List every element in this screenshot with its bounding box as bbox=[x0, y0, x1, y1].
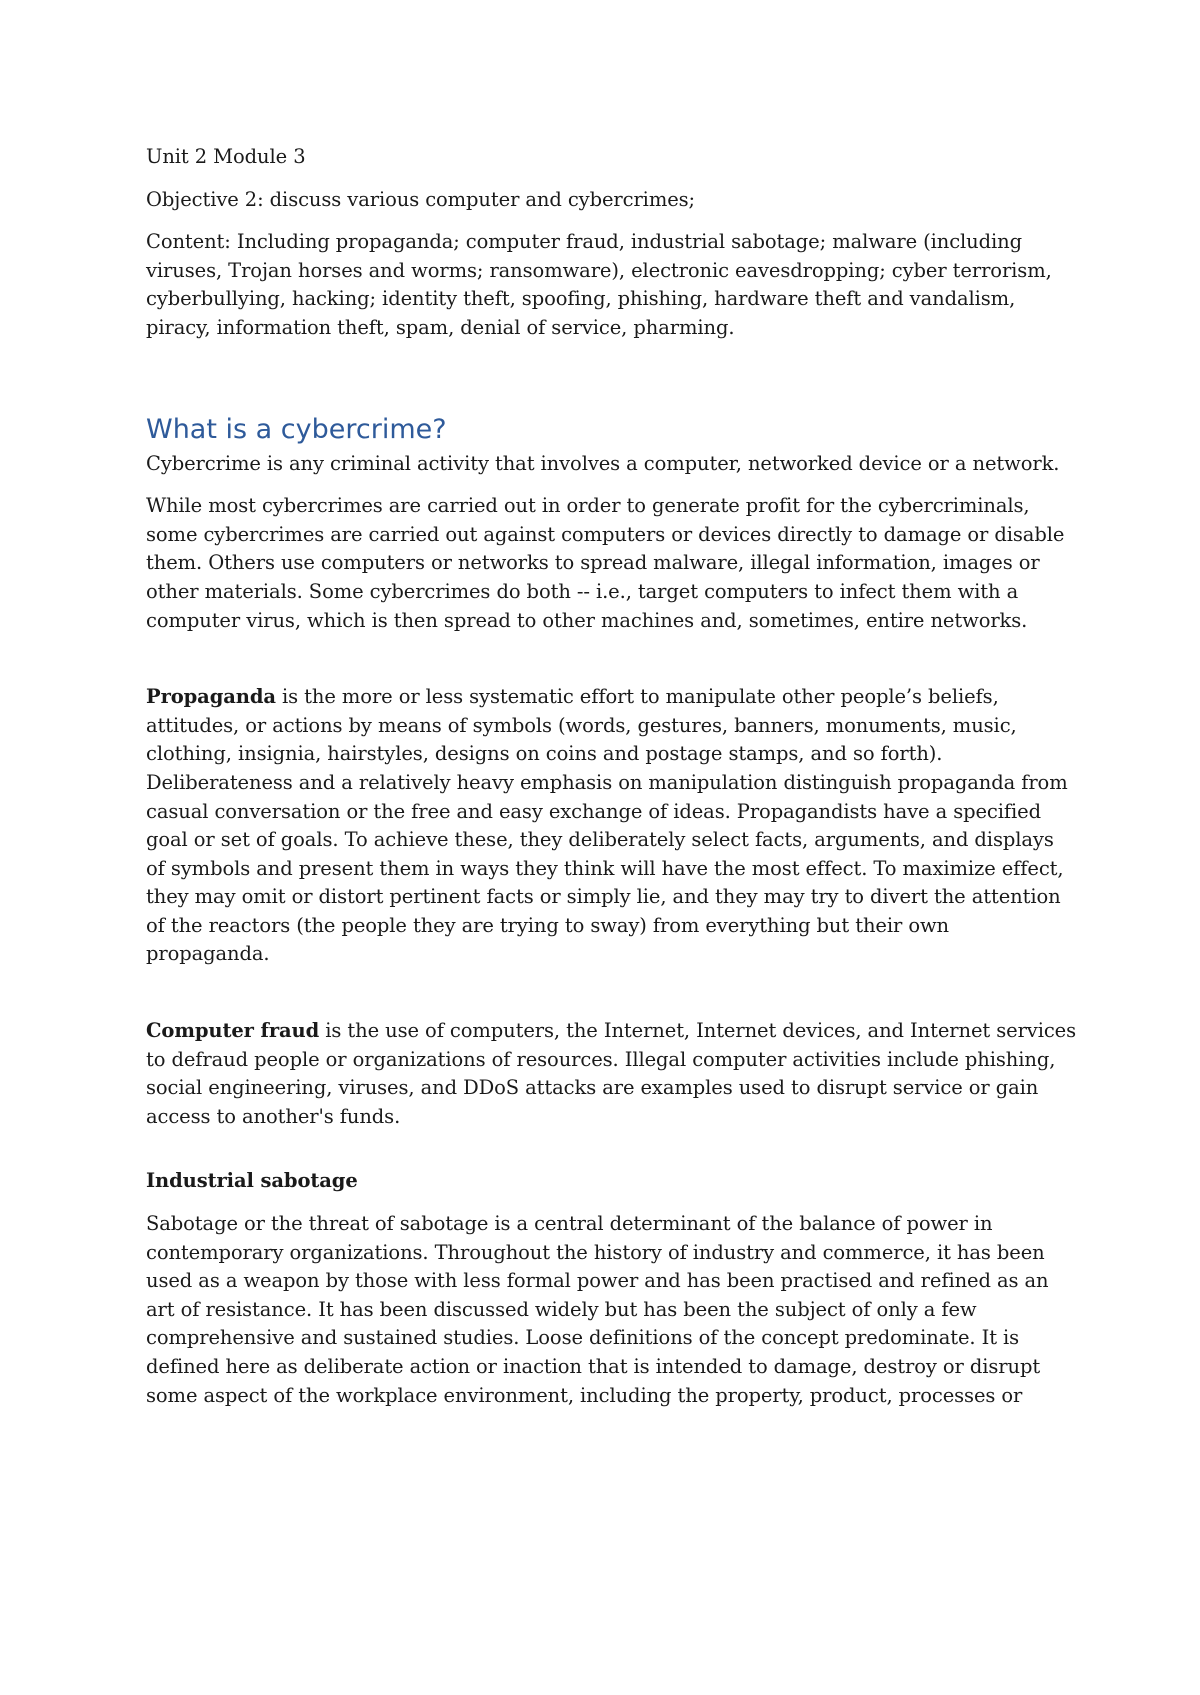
computer-fraud-text: is the use of computers, the Internet, Internet devices, and Internet services to defraud people or organizations of resources. Illegal computer activities include phishing, social engineering, viruses, and DDoS attacks are examples used to disrupt service or gain access to another's funds. bbox=[146, 1019, 1077, 1128]
industrial-sabotage-paragraph: Sabotage or the threat of sabotage is a central determinant of the balance of power in contemporary organizations. Throughout the history of industry and commerce, it has been used as a weapon by those with less formal power and has been practised and refined as an art of resistance. It has been discussed widely but has been the subject of only a few comprehensive and sustained studies. Loose definitions of the concept predominate. It is defined here as deliberate action or inaction that is intended to damage, destroy or disrupt some aspect of the workplace environment, including the property, product, processes or bbox=[146, 1212, 1049, 1407]
industrial-sabotage-heading bbox=[146, 1167, 1076, 1196]
objective-line: Objective 2: discuss various computer and cybercrimes; bbox=[146, 187, 696, 211]
computer-fraud-term: Computer fraud bbox=[146, 1019, 320, 1043]
propaganda-term: Propaganda bbox=[146, 685, 276, 709]
content-paragraph: Content: Including propaganda; computer fraud, industrial sabotage; malware (including viruses, Trojan horses and worms; ransomware), electronic eavesdropping; cyber terrorism, cyberbullying, hacking; identity theft, spoofing, phishing, hardware theft and vandalism, piracy, information theft, spam, denial of service, pharming. bbox=[146, 230, 1052, 339]
propaganda-paragraph bbox=[146, 683, 1076, 969]
document-page bbox=[146, 143, 1076, 1410]
cybercrime-intro-paragraph: While most cybercrimes are carried out in order to generate profit for the cybercriminals, some cybercrimes are carried out against computers or devices directly to damage or disable them. Others use computers or networks to spread malware, illegal information, images or other materials. Some cybercrimes do both -- i.e., target computers to infect them with a computer virus, which is then spread to other machines and, sometimes, entire networks. bbox=[146, 494, 1065, 632]
computer-fraud-paragraph bbox=[146, 1017, 1076, 1131]
propaganda-text: is the more or less systematic effort to manipulate other people’s beliefs, attitudes, or actions by means of symbols (words, gestures, banners, monuments, music, clothing, insignia, hairstyles, designs on coins and postage stamps, and so forth). Deliberateness and a relatively heavy emphasis on manipulation distinguish propaganda from casual conversation or the free and easy exchange of ideas. Propagandists have a specified goal or set of goals. To achieve these, they deliberately select facts, arguments, and displays of symbols and present them in ways they think will have the most effect. To maximize effect, they may omit or distort pertinent facts or simply lie, and they may try to divert the attention of the reactors (the people they are trying to sway) from everything but their own propaganda. bbox=[146, 685, 1068, 966]
cybercrime-definition: Cybercrime is any criminal activity that involves a computer, networked device or a network. bbox=[146, 451, 1060, 475]
industrial-sabotage-title: Industrial sabotage bbox=[146, 1169, 358, 1193]
section-heading: What is a cybercrime? bbox=[146, 413, 447, 445]
unit-module-line: Unit 2 Module 3 bbox=[146, 145, 306, 168]
